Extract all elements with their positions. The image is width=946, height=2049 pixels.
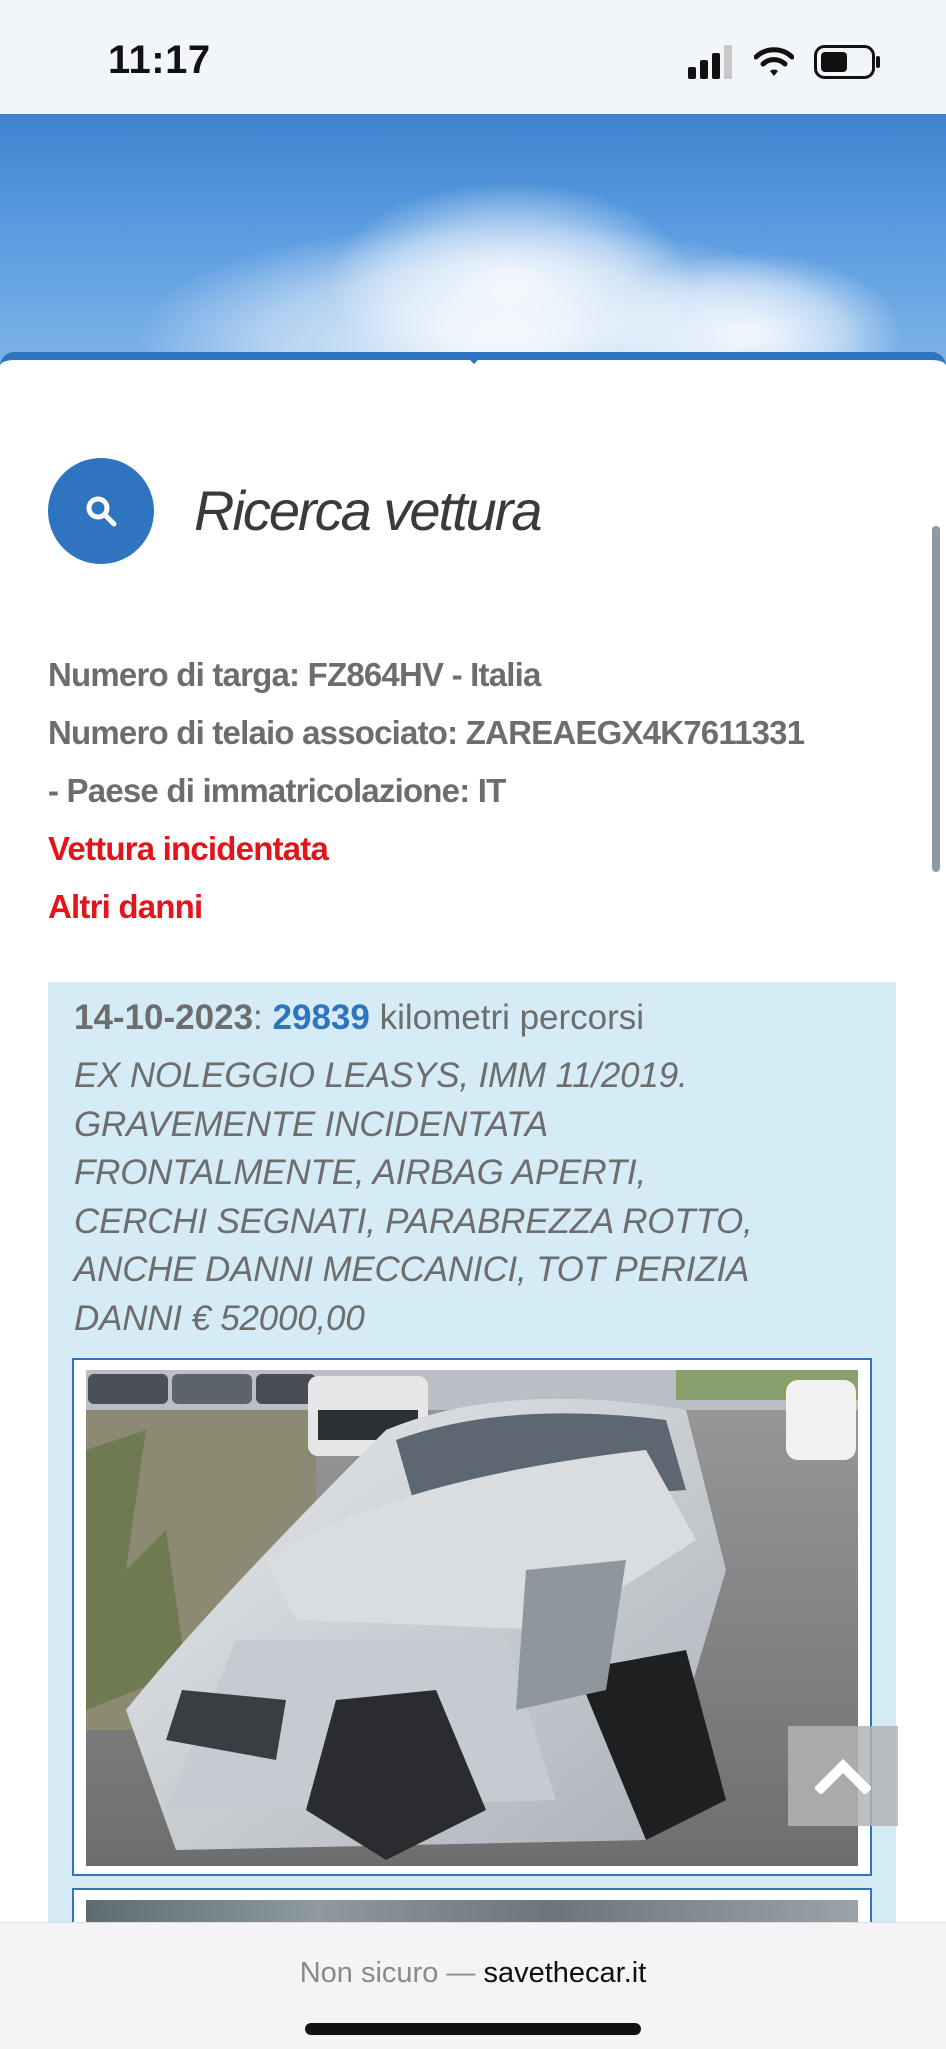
search-badge <box>48 458 154 564</box>
description-line: EX NOLEGGIO LEASYS, IMM 11/2019. <box>74 1056 688 1095</box>
browser-address-bar[interactable] <box>0 1922 946 2049</box>
record-description <box>74 1052 874 1343</box>
chevron-up-icon <box>815 1758 871 1794</box>
site-domain: savethecar.it <box>483 1957 647 1989</box>
status-bar <box>0 0 946 114</box>
header-banner <box>0 114 946 364</box>
plate-number: Numero di targa: FZ864HV - Italia <box>48 656 541 693</box>
record-mileage-label: kilometri percorsi <box>379 998 645 1037</box>
card-notch <box>462 352 486 364</box>
search-icon <box>84 494 118 528</box>
description-line: FRONTALMENTE, AIRBAG APERTI, <box>74 1153 646 1192</box>
back-to-top-button[interactable] <box>788 1726 898 1826</box>
vehicle-info <box>48 646 908 936</box>
record-mileage: 29839 <box>272 998 370 1037</box>
damage-photo[interactable] <box>72 1358 872 1876</box>
description-line: ANCHE DANNI MECCANICI, TOT PERIZIA <box>74 1250 750 1289</box>
description-line: DANNI € 52000,00 <box>74 1298 365 1338</box>
registration-country: - Paese di immatricolazione: IT <box>48 772 506 809</box>
cellular-signal-icon <box>688 45 736 79</box>
security-warning: Non sicuro — <box>299 1957 476 1989</box>
battery-icon <box>814 45 882 79</box>
record-date: 14-10-2023 <box>74 998 254 1037</box>
home-indicator[interactable] <box>305 2023 641 2035</box>
record-header <box>74 998 644 1038</box>
section-title: Ricerca vettura <box>194 479 541 542</box>
alert-accident: Vettura incidentata <box>48 830 329 867</box>
history-record <box>48 982 896 1922</box>
address-text[interactable] <box>0 1957 946 1990</box>
description-line: CERCHI SEGNATI, PARABREZZA ROTTO, <box>74 1201 753 1241</box>
description-line: GRAVEMENTE INCIDENTATA <box>74 1104 548 1144</box>
alert-other-damage: Altri danni <box>48 888 203 925</box>
record-separator: : <box>253 998 263 1037</box>
status-icons <box>688 44 882 80</box>
vin-number: Numero di telaio associato: ZAREAEGX4K7611331 <box>48 714 805 751</box>
wifi-icon <box>754 47 794 77</box>
status-time: 11:17 <box>108 38 211 82</box>
damaged-car-photo <box>86 1370 858 1866</box>
scrollbar[interactable] <box>932 526 940 872</box>
